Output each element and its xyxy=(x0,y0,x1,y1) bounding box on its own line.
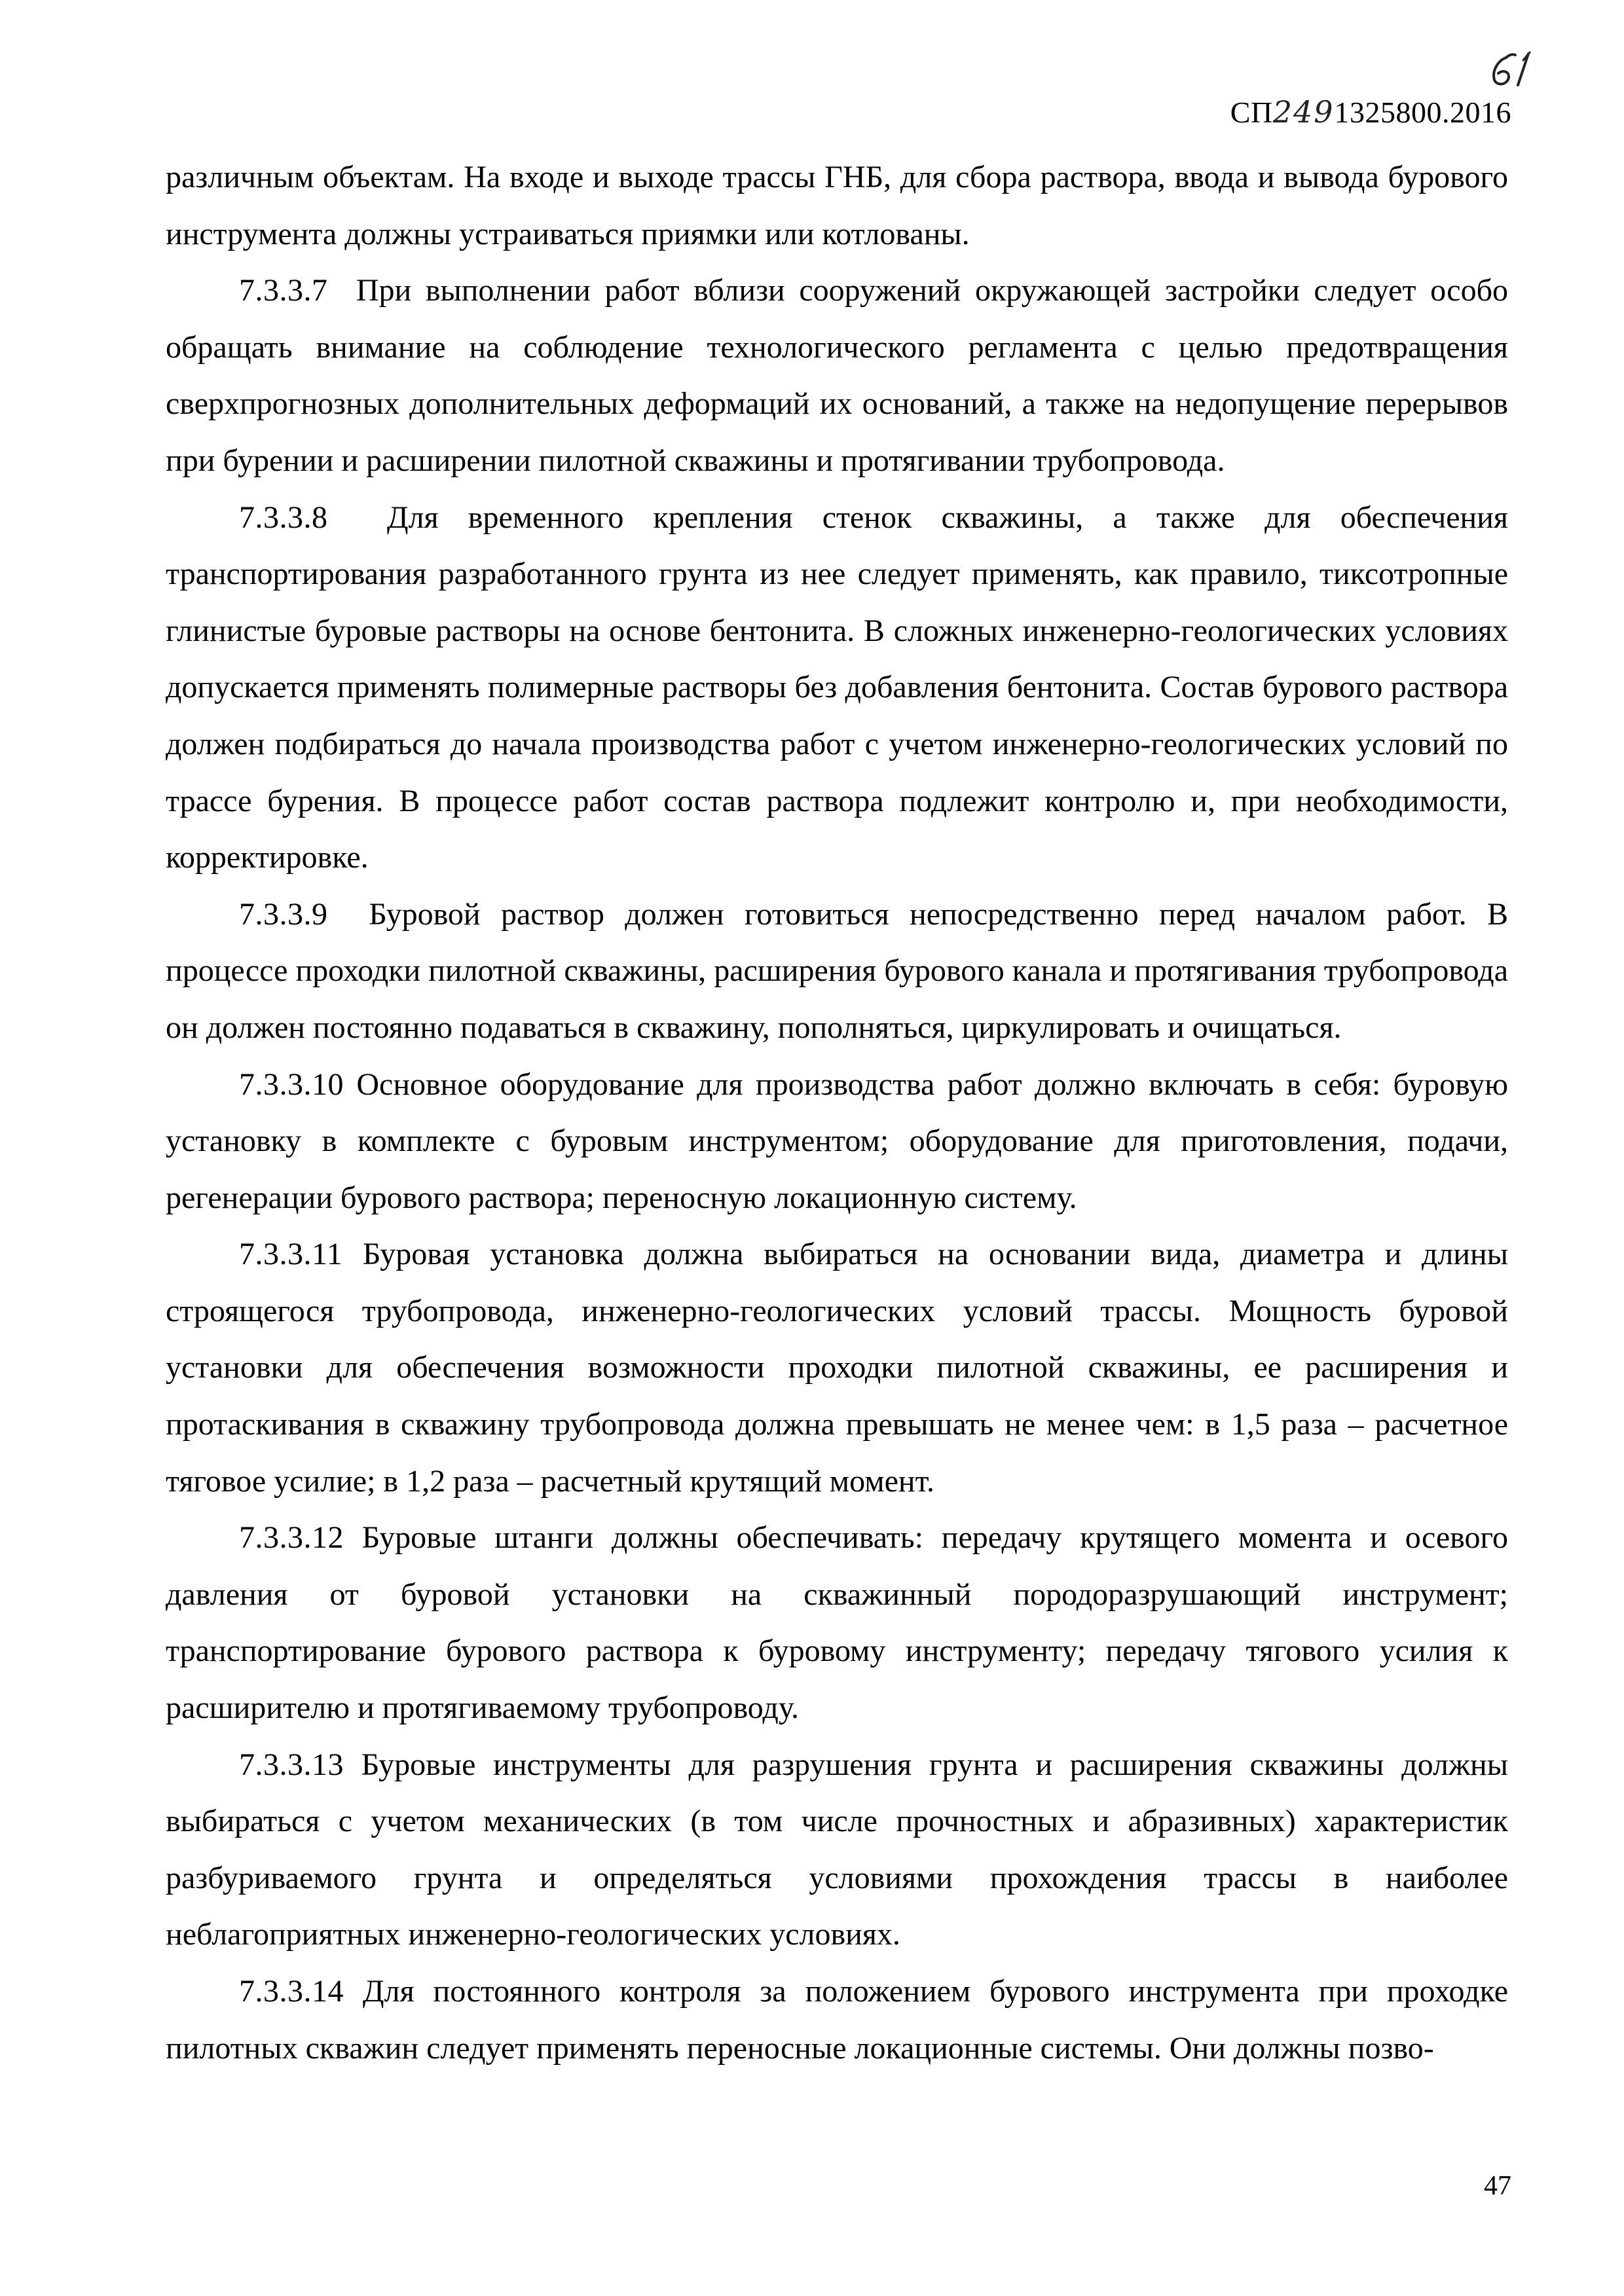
paragraph-text: Буровая установка должна выбираться на основании вида, диаметра и длины строящегося трубопровода, инженерно-геологических условий трассы. Мощность буровой установки для обеспечения возможности проходки пилотной скважины, ее расширения и протаскивания в скважину трубопровода должна превышать не менее чем: в 1,5 раза – расчетное тяговое усилие; в 1,2 раза – расчетный крутящий момент. xyxy=(166,1237,1508,1499)
paragraph-text: Для постоянного контроля за положением бурового инструмента при проходке пилотных скважин следует применять переносные локационные системы. Они должны позво- xyxy=(166,1974,1508,2066)
document-code-suffix: 1325800.2016 xyxy=(1334,96,1511,129)
page-number: 47 xyxy=(1484,2171,1511,2201)
paragraph-text: Основное оборудование для производства работ должно включать в себя: буровую установку в комплекте с буровым инструментом; оборудование для приготовления, подачи, регенерации бурового раствора; переносную локационную систему. xyxy=(166,1066,1508,1215)
paragraph-7-3-3-8 xyxy=(166,490,1508,886)
paragraph-7-3-3-7 xyxy=(166,263,1508,489)
paragraph-text: При выполнении работ вблизи сооружений окружающей застройки следует особо обращать внимание на соблюдение технологического регламента с целью предотвращения сверхпрогнозных дополнительных деформаций их оснований, а также на недопущение перерывов при бурении и расширении пилотной скважины и протягивании трубопровода. xyxy=(166,273,1509,478)
paragraph-text: Буровые инструменты для разрушения грунта и расширения скважины должны выбираться с учетом механических (в том числе прочностных и абразивных) характеристик разбуриваемого грунта и определяться условиями прохождения трассы в наиболее неблагоприятных инженерно-геологических условиях. xyxy=(166,1747,1508,1952)
document-body xyxy=(166,149,1508,2077)
clause-number: 7.3.3.11 xyxy=(239,1237,343,1272)
paragraph-7-3-3-10 xyxy=(166,1057,1508,1227)
document-code xyxy=(1230,94,1511,130)
paragraph-text: различным объектам. На входе и выходе трассы ГНБ, для сбора раствора, ввода и вывода бурового инструмента должны устраиваться приямки или котлованы. xyxy=(166,160,1508,251)
paragraph-7-3-3-11 xyxy=(166,1226,1508,1510)
clause-number: 7.3.3.10 xyxy=(239,1066,344,1102)
document-code-prefix: СП xyxy=(1230,96,1273,129)
paragraph-7-3-3-14 xyxy=(166,1963,1508,2077)
paragraph-text: Буровой раствор должен готовиться непосредственно перед началом работ. В процессе проходки пилотной скважины, расширения бурового канала и протягивания трубопровода он должен постоянно подаваться в скважину, пополняться, циркулировать и очищаться. xyxy=(166,896,1508,1045)
clause-number: 7.3.3.13 xyxy=(239,1747,344,1782)
paragraph-7-3-3-9 xyxy=(166,886,1508,1057)
paragraph-text: Для временного крепления стенок скважины, а также для обеспечения транспортирования разработанного грунта из нее следует применять, как правило, тиксотропные глинистые буровые растворы на основе бентонита. В сложных инженерно-геологических условиях допускается применять полимерные растворы без добавления бентонита. Состав бурового раствора должен подбираться до начала производства работ с учетом инженерно-геологических условий по трассе бурения. В процессе работ состав раствора подлежит контролю и, при необходимости, корректировке. xyxy=(166,500,1508,875)
clause-number: 7.3.3.7 xyxy=(239,273,328,308)
clause-number: 7.3.3.8 xyxy=(239,500,328,535)
clause-number: 7.3.3.9 xyxy=(239,896,328,932)
clause-number: 7.3.3.12 xyxy=(239,1520,344,1556)
paragraph-text: Буровые штанги должны обеспечивать: передачу крутящего момента и осевого давления от буровой установки на скважинный породоразрушающий инструмент; транспортирование бурового раствора к буровому инструменту; передачу тягового усилия к расширителю и протягиваемому трубопроводу. xyxy=(166,1520,1509,1726)
paragraph-continuation xyxy=(166,149,1508,263)
clause-number: 7.3.3.14 xyxy=(239,1974,344,2009)
handwritten-page-mark xyxy=(1480,46,1545,92)
document-code-handwritten: 249 xyxy=(1272,94,1335,130)
paragraph-7-3-3-13 xyxy=(166,1737,1508,1963)
paragraph-7-3-3-12 xyxy=(166,1510,1508,1736)
